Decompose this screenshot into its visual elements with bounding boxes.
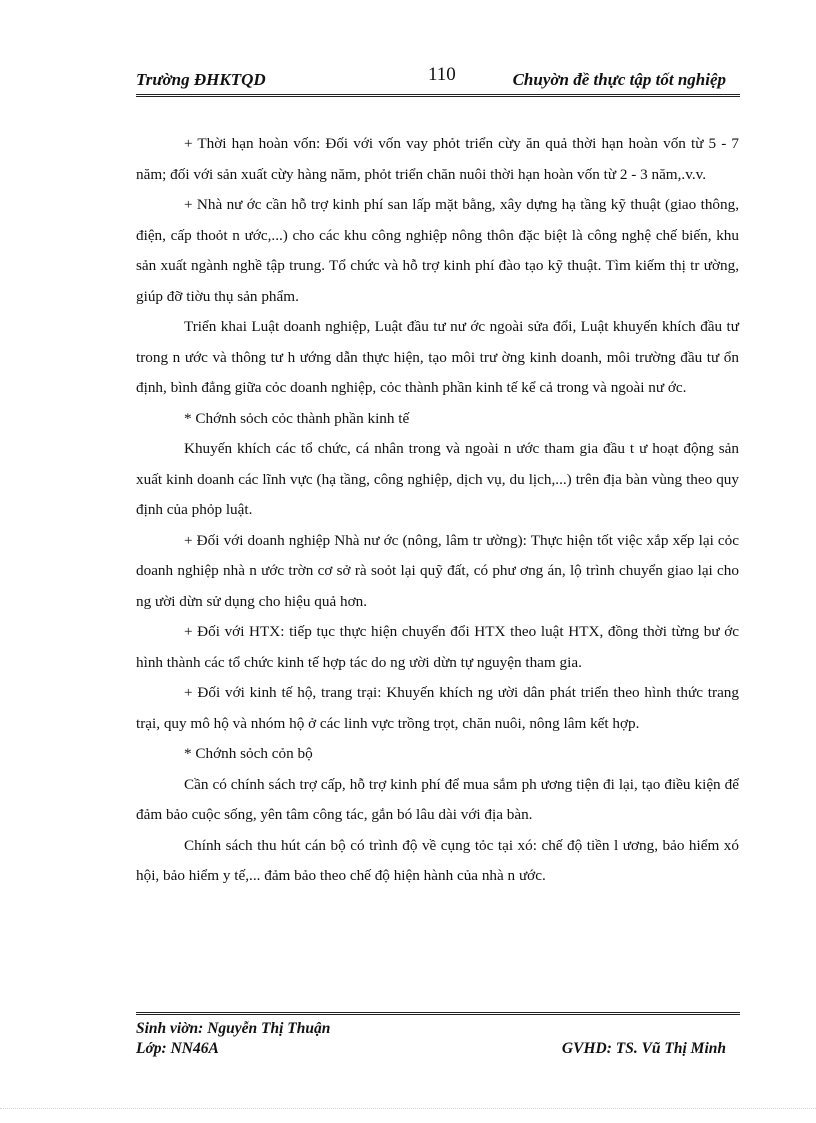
class-name: Lớp: NN46A: [136, 1040, 219, 1057]
paragraph-state-support: + Nhà nư ớc cần hỗ trợ kinh phí san lấp mặt bằng, xây dựng hạ tầng kỹ thuật (giao thông, điện, cấp thoỏt n ước,...) cho các khu công nghiệp nông thôn đặc biệt là công nghệ chế biến, khu sản xuất ngành nghề tập trung. Tổ chức và hỗ trợ kinh phí đào tạo kỹ thuật. Tìm kiếm thị tr ường, giúp đỡ tiờu thụ sản phẩm.: [136, 196, 739, 305]
paragraph-enterprise-law: Triển khai Luật doanh nghiệp, Luật đầu tư nư ớc ngoài sửa đổi, Luật khuyến khích đầu tư trong n ước và thông tư h ướng dẫn thực hiện, tạo môi trư ờng kinh doanh, môi trường đầu tư ổn định, bình đẳng giữa cỏc doanh nghiệp, cỏc thành phần kinh tế kể cả trong và ngoài nư ớc.: [136, 318, 739, 396]
paragraph-payback-period: + Thời hạn hoàn vốn: Đối với vốn vay phỏt triển cừy ăn quả thời hạn hoàn vốn từ 5 - 7 năm; đối với sản xuất cừy hàng năm, phỏt triển chăn nuôi thời hạn hoàn vốn từ 2 - 3 năm,.v.v.: [136, 135, 739, 183]
paragraph-attract-staff: Chính sách thu hút cán bộ có trình độ về cụng tỏc tại xó: chế độ tiền l ương, bảo hiểm xó hội, bảo hiểm y tế,... đảm bảo theo chế độ hiện hành của nhà n ước.: [136, 836, 739, 884]
paragraph-cooperatives: + Đối với HTX: tiếp tục thực hiện chuyển đổi HTX theo luật HTX, đồng thời từng bư ớc hình thành các tổ chức kinh tế hợp tác do ng ười dừn tự nguyện tham gia.: [136, 623, 739, 671]
footer-row-class: [136, 1040, 740, 1060]
heading-economic-sectors-policy: * Chớnh sỏch cỏc thành phần kinh tế: [184, 409, 410, 427]
student-name: Sinh viờn: Nguyễn Thị Thuận: [136, 1020, 331, 1037]
paragraph-state-enterprises: + Đối với doanh nghiệp Nhà nư ớc (nông, lâm tr ường): Thực hiện tốt việc xắp xếp lại cỏc doanh nghiệp nhà n ước trờn cơ sở rà soỏt lại quỹ đất, có phư ơng án, lộ trình chuyển giao lại cho ng ười dừn sử dụng cho hiệu quả hơn.: [136, 531, 739, 610]
page-number: 110: [428, 64, 456, 85]
heading-staff-policy: * Chớnh sỏch cỏn bộ: [184, 745, 313, 762]
document-type: Chuyờn đề thực tập tốt nghiệp: [512, 70, 726, 89]
page-footer: [136, 1012, 740, 1060]
advisor-name: GVHD: TS. Vũ Thị Minh: [561, 1040, 726, 1057]
paragraph-household-farms: + Đối với kinh tế hộ, trang trại: Khuyến khích ng ười dân phát triển theo hình thức trang trại, quy mô hộ và nhóm hộ ở các linh vực trồng trọt, chăn nuôi, nông lâm kết hợp.: [136, 684, 739, 732]
paragraph-allowance: Cần có chính sách trợ cấp, hỗ trợ kinh phí để mua sắm ph ương tiện đi lại, tạo điều kiện để đảm bảo cuộc sống, yên tâm công tác, gắn bó lâu dài với địa bàn.: [136, 775, 739, 823]
scan-edge-line: [0, 1108, 816, 1109]
school-name: Trường ĐHKTQD: [136, 70, 266, 89]
footer-row-student: [136, 1020, 740, 1040]
page-header: [136, 64, 740, 97]
paragraph-encourage-investment: Khuyến khích các tổ chức, cá nhân trong và ngoài n ước tham gia đầu t ư hoạt động sản xuất kinh doanh các lĩnh vực (hạ tầng, công nghiệp, dịch vụ, du lịch,...) trên địa bàn vùng theo quy định của phỏp luật.: [136, 440, 739, 518]
body-text: [136, 129, 739, 892]
